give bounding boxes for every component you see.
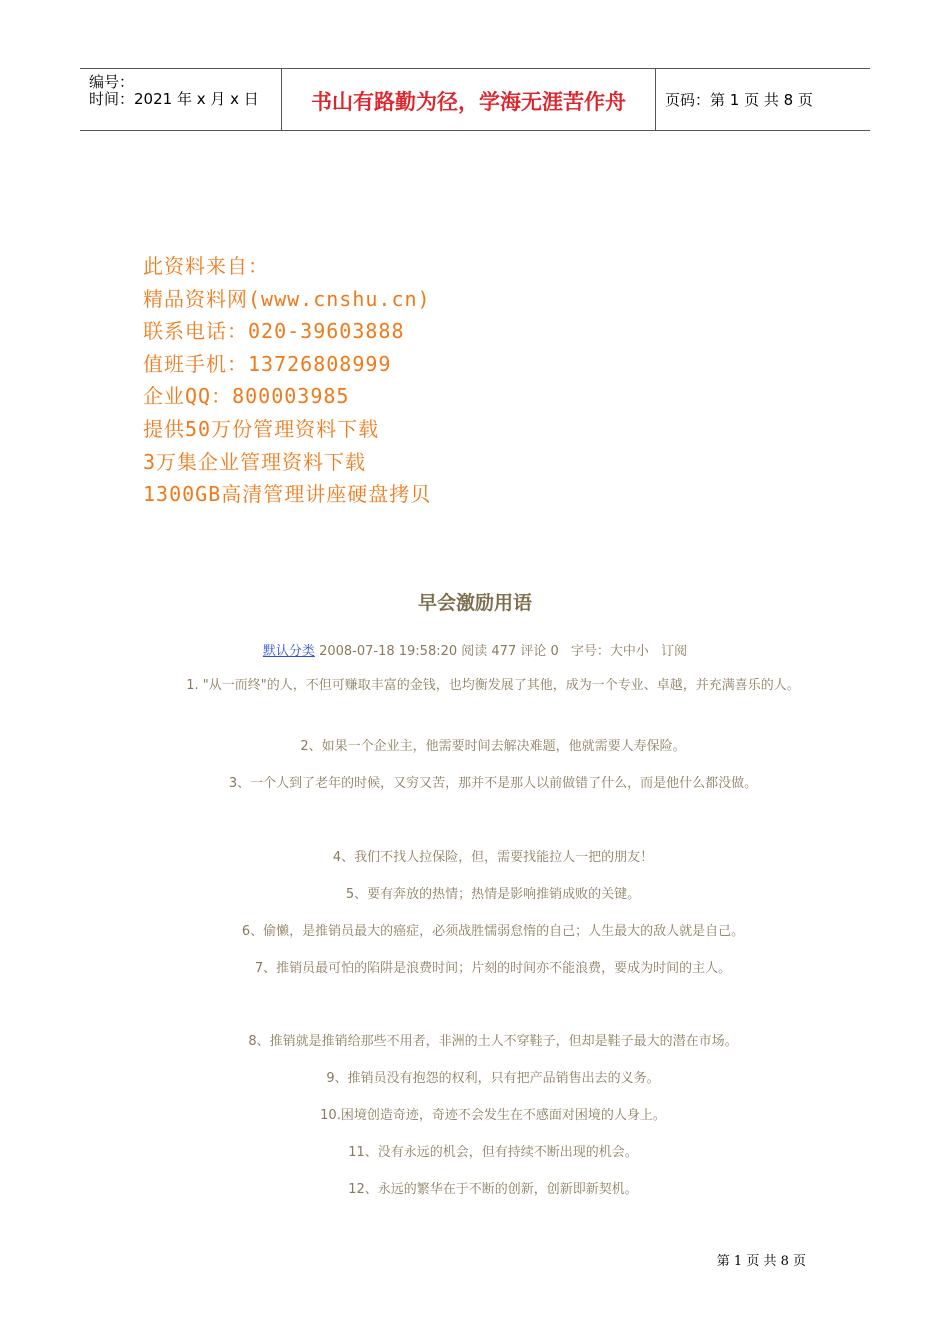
promo-line: 企业QQ：800003985 [143,384,350,409]
promo-line: 值班手机：13726808999 [143,351,392,376]
article-paragraph: 1. "从一而终"的人，不但可赚取丰富的金钱，也均衡发展了其他，成为一个专业、卓越，并充满喜乐的人。 [186,678,800,693]
promo-line: 3万集企业管理资料下载 [143,449,367,474]
time-label: 时间：2021 年 x 月 x 日 [89,90,259,108]
header-motto-cell [282,69,656,130]
article-paragraph: 2、如果一个企业主，他需要时间去解决难题，他就需要人寿保险。 [300,739,686,754]
font-size-control[interactable]: 字号：大中小 [570,644,649,659]
category-link[interactable]: 默认分类 [262,644,315,659]
promo-line: 此资料来自： [143,254,269,278]
promo-line: 联系电话：020-39603888 [143,319,405,344]
comment-count: 评论 0 [520,644,559,659]
article-title: 早会激励用语 [417,592,532,614]
article-paragraph: 8、推销就是推销给那些不用者，非洲的土人不穿鞋子，但却是鞋子最大的潜在市场。 [248,1034,738,1049]
post-datetime: 2008-07-18 19:58:20 [319,644,458,659]
article-paragraph: 12、永远的繁华在于不断的创新，创新即新契机。 [348,1182,638,1197]
article-paragraph: 3、一个人到了老年的时候，又穷又苦，那并不是那人以前做错了什么，而是他什么都没做。 [228,776,758,791]
article-paragraph: 9、推销员没有抱怨的权利，只有把产品销售出去的义务。 [326,1071,660,1086]
promo-line: 1300GB高清管理讲座硬盘拷贝 [143,482,432,507]
page-footer: 第 1 页 共 8 页 [716,1254,806,1269]
read-count: 阅读 477 [461,644,517,659]
article-paragraph: 11、没有永远的机会，但有持续不断出现的机会。 [348,1145,638,1160]
promo-block [143,250,431,511]
article-paragraph: 5、要有奔放的热情；热情是影响推销成败的关键。 [345,887,641,902]
motto: 书山有路勤为径，学海无涯苦作舟 [311,89,626,114]
number-label: 编号： [89,73,135,91]
article-meta [0,640,950,659]
promo-line: 精品资料网(www.cnshu.cn) [143,286,431,311]
subscribe-link[interactable]: 订阅 [661,644,688,659]
promo-line: 提供50万份管理资料下载 [143,416,380,441]
article-paragraph: 10.困境创造奇迹，奇迹不会发生在不感面对困境的人身上。 [320,1108,666,1123]
article-paragraph: 7、推销员最可怕的陷阱是浪费时间；片刻的时间亦不能浪费，要成为时间的主人。 [254,961,732,976]
header-page-cell [656,69,870,130]
article-paragraph: 4、我们不找人拉保险，但，需要找能拉人一把的朋友！ [332,850,654,865]
page-info: 页码：第 1 页 共 8 页 [665,91,813,109]
article-paragraph: 6、偷懒，是推销员最大的癌症，必须战胜懦弱怠惰的自己；人生最大的敌人就是自己。 [241,924,745,939]
header-left-cell [80,69,282,130]
document-header [80,68,870,131]
